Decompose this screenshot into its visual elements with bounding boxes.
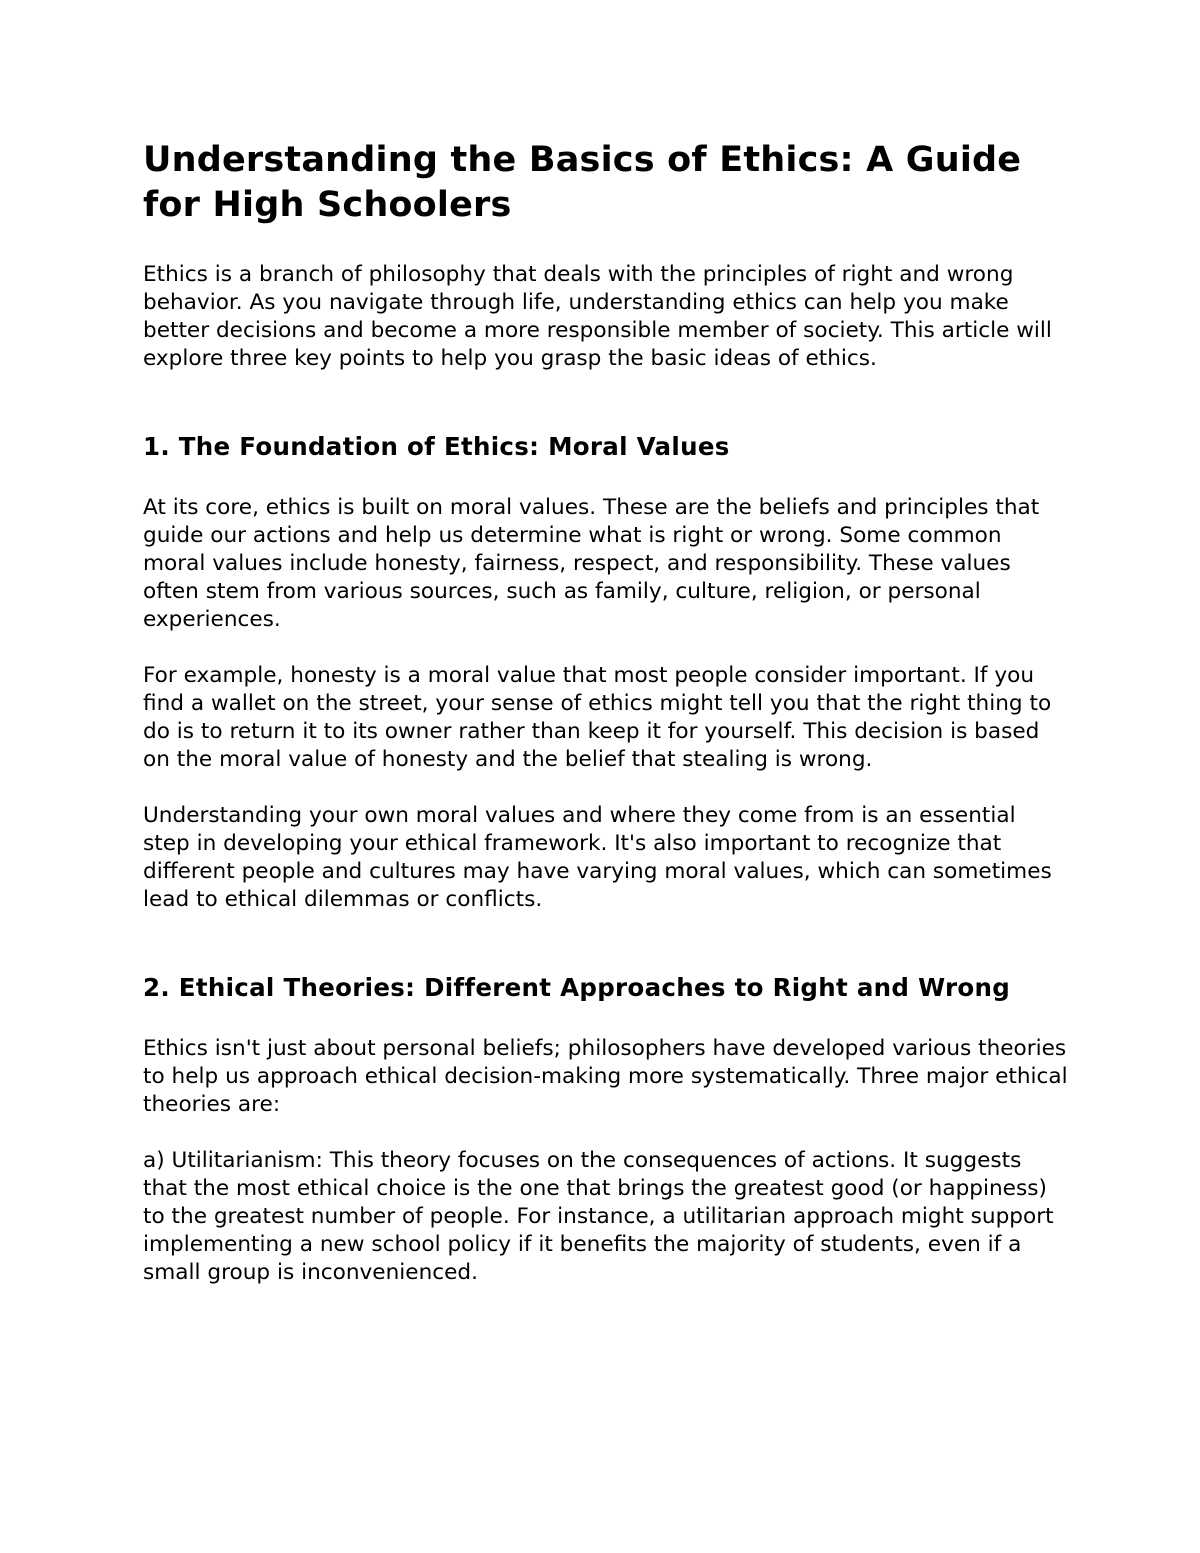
- section-heading: 2. Ethical Theories: Different Approaches to Right and Wrong: [143, 973, 1011, 1002]
- section-paragraph: a) Utilitarianism: This theory focuses on the consequences of actions. It suggests that the most ethical choice is the one that brings the greatest good (or happiness) to the greatest number of people. For instance, a utilitarian approach might support implementing a new school policy if it benefits the majority of students, even if a small group is inconvenienced.: [143, 1148, 1054, 1285]
- section-ethical-theories: [143, 972, 1068, 1287]
- document-title: Understanding the Basics of Ethics: A Guide for High Schoolers: [143, 140, 1022, 225]
- section-paragraph: Ethics isn't just about personal beliefs; philosophers have developed various theories to help us approach ethical decision-making more systematically. Three major ethical theories are:: [143, 1036, 1068, 1117]
- document-page: [143, 138, 1068, 1287]
- section-heading: 1. The Foundation of Ethics: Moral Values: [143, 432, 730, 461]
- section-paragraph: Understanding your own moral values and where they come from is an essential step in developing your ethical framework. It's also important to recognize that different people and cultures may have varying moral values, which can sometimes lead to ethical dilemmas or conflicts.: [143, 803, 1052, 912]
- section-paragraph: At its core, ethics is built on moral values. These are the beliefs and principles that guide our actions and help us determine what is right or wrong. Some common moral values include honesty, fairness, respect, and responsibility. These values often stem from various sources, such as family, culture, religion, or personal experiences.: [143, 495, 1040, 632]
- intro-paragraph: Ethics is a branch of philosophy that deals with the principles of right and wrong behavior. As you navigate through life, understanding ethics can help you make better decisions and become a more responsible member of society. This article will explore three key points to help you grasp the basic ideas of ethics.: [143, 262, 1052, 371]
- section-paragraph: For example, honesty is a moral value that most people consider important. If you find a wallet on the street, your sense of ethics might tell you that the right thing to do is to return it to its owner rather than keep it for yourself. This decision is based on the moral value of honesty and the belief that stealing is wrong.: [143, 663, 1052, 772]
- section-moral-values: [143, 431, 1068, 914]
